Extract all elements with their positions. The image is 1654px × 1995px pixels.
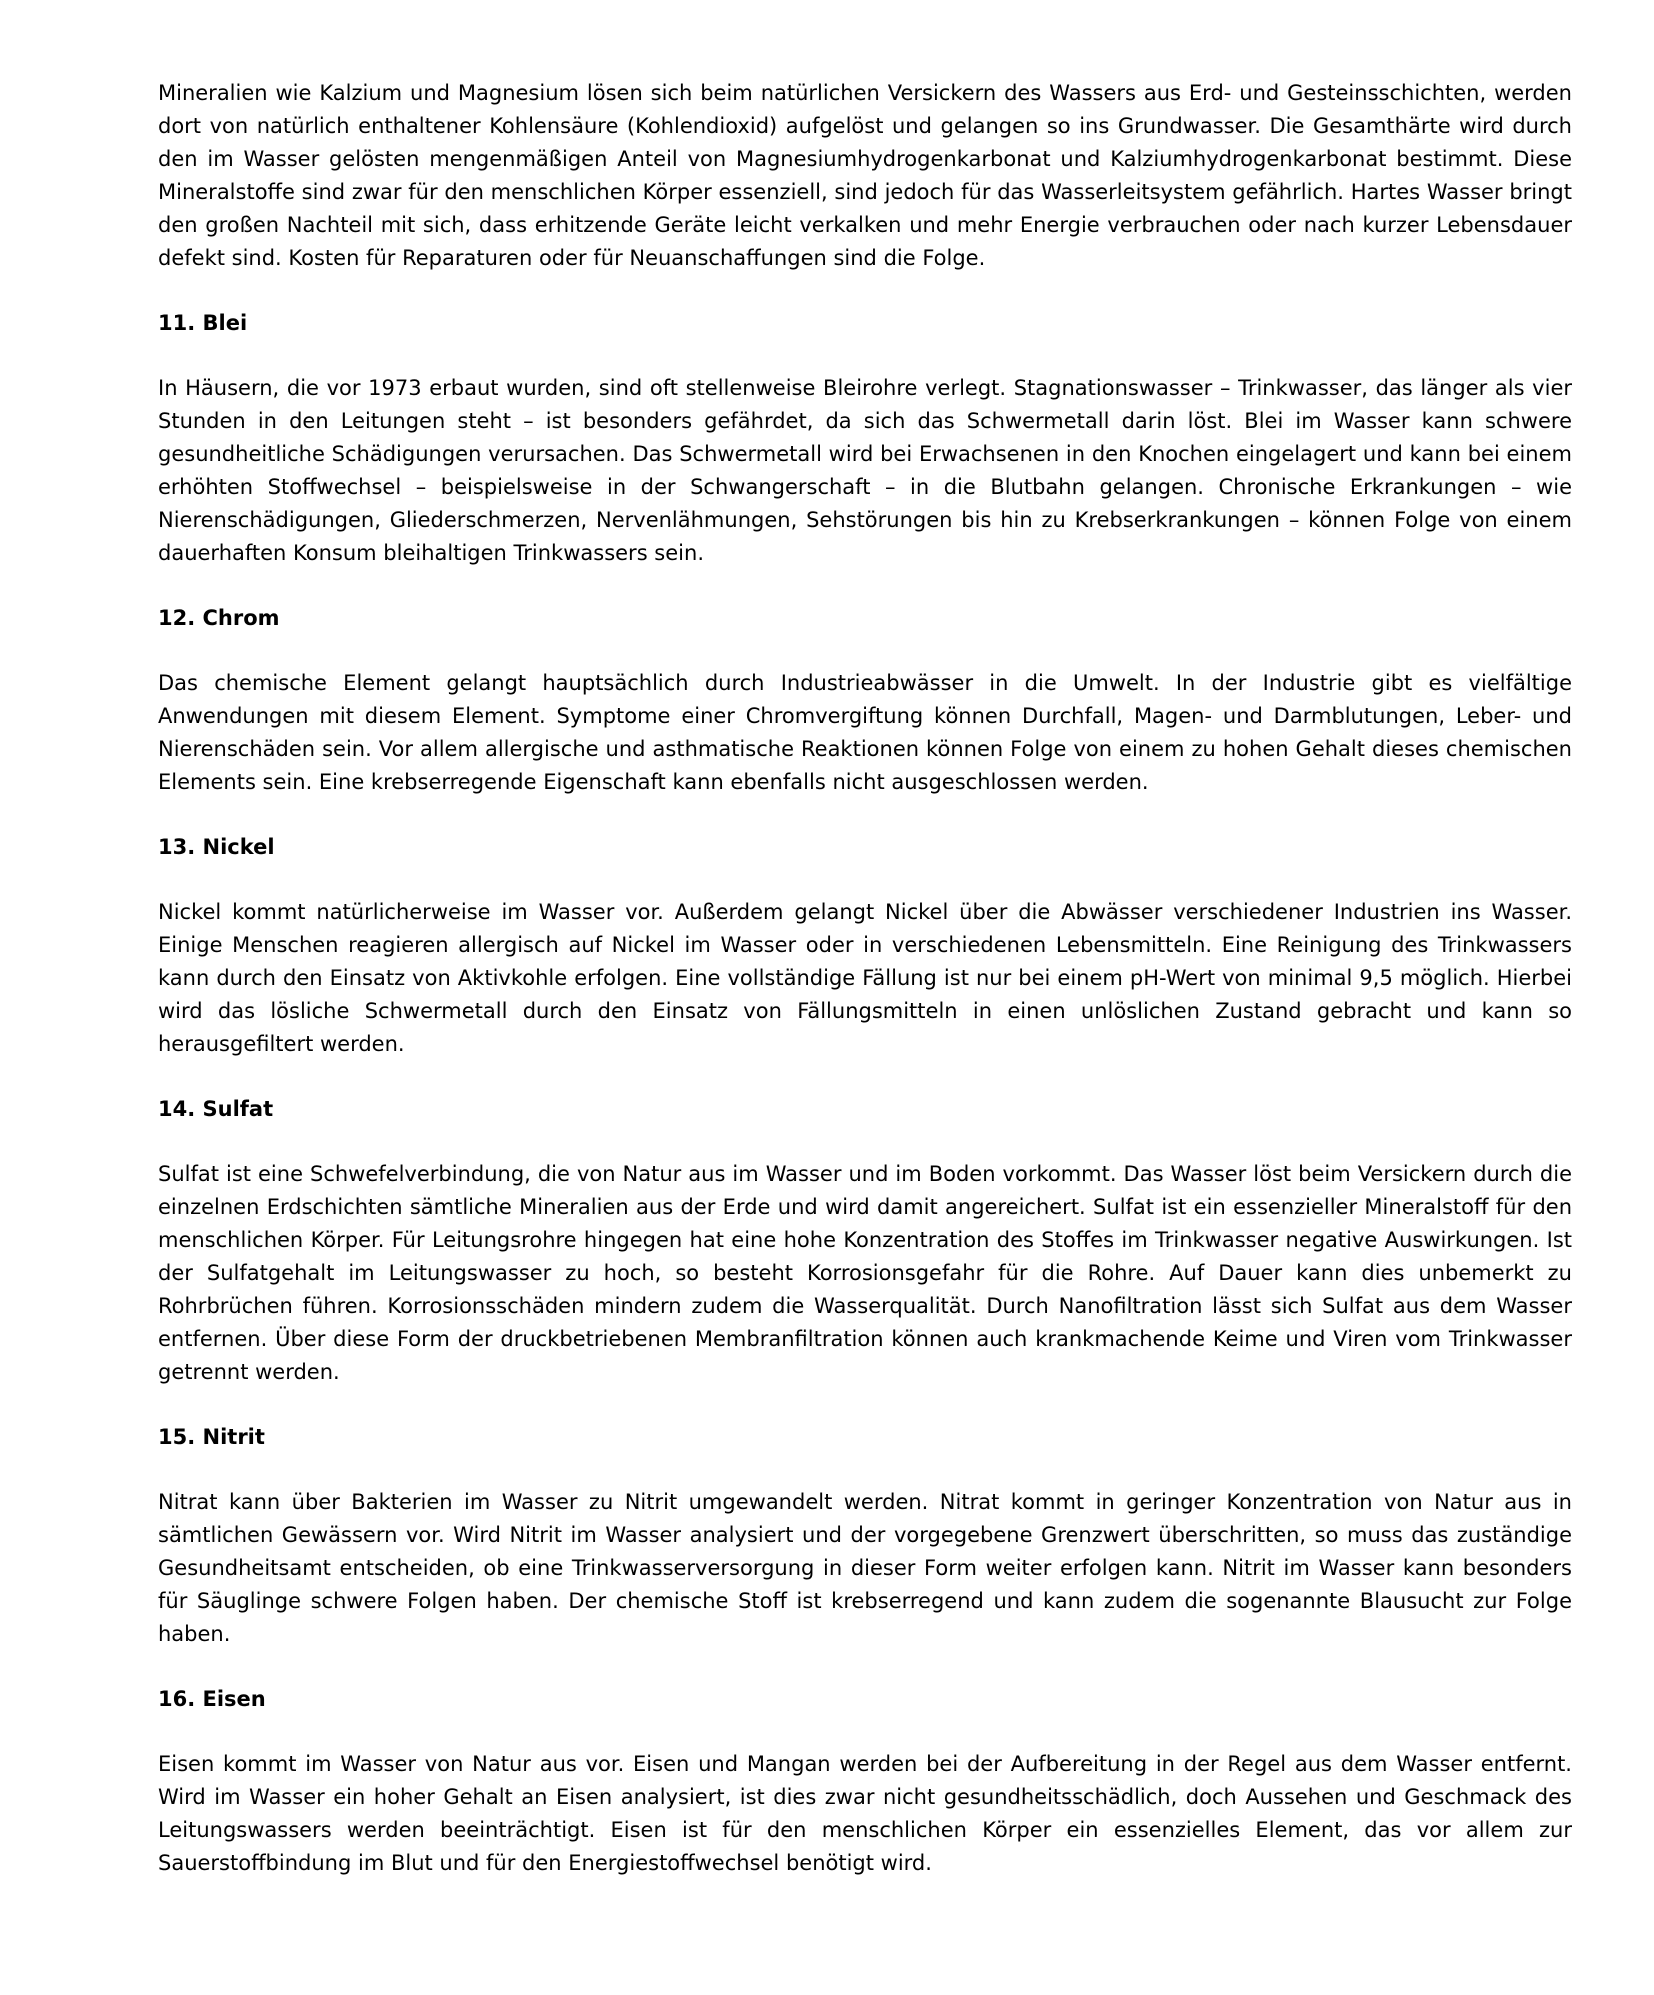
- section-heading-chrom: 12. Chrom: [158, 606, 280, 630]
- section-heading-blei: 11. Blei: [158, 311, 248, 335]
- section-heading-sulfat: 14. Sulfat: [158, 1097, 274, 1121]
- section-text-chrom: Das chemische Element gelangt hauptsächlich durch Industrieabwässer in die Umwelt. In der Industrie gibt es vielfältige Anwendungen mit diesem Element. Symptome einer Chromvergiftung können Durchfall, Magen- und Darmblutungen, Leber- und Nierenschäden sein. Vor allem allergische und asthmatische Reaktionen können Folge von einem zu hohen Gehalt dieses chemischen Elements sein. Eine krebserregende Eigenschaft kann ebenfalls nicht ausgeschlossen werden.: [158, 671, 1572, 794]
- document-page: [158, 77, 1572, 1912]
- section-heading-eisen: 16. Eisen: [158, 1687, 266, 1711]
- section-text-blei: In Häusern, die vor 1973 erbaut wurden, sind oft stellenweise Bleirohre verlegt. Stagnationswasser – Trinkwasser, das länger als vier Stunden in den Leitungen steht – ist besonders gefährdet, da sich das Schwermetall darin löst. Blei im Wasser kann schwere gesundheitliche Schädigungen verursachen. Das Schwermetall wird bei Erwachsenen in den Knochen eingelagert und kann bei einem erhöhten Stoffwechsel – beispielsweise in der Schwangerschaft – in die Blutbahn gelangen. Chronische Erkrankungen – wie Nierenschädigungen, Gliederschmerzen, Nervenlähmungen, Sehstörungen bis hin zu Krebserkrankungen – können Folge von einem dauerhaften Konsum bleihaltigen Trinkwassers sein.: [158, 376, 1572, 565]
- section-text-sulfat: Sulfat ist eine Schwefelverbindung, die von Natur aus im Wasser und im Boden vorkommt. Das Wasser löst beim Versickern durch die einzelnen Erdschichten sämtliche Mineralien aus der Erde und wird damit angereichert. Sulfat ist ein essenzieller Mineralstoff für den menschlichen Körper. Für Leitungsrohre hingegen hat eine hohe Konzentration des Stoffes im Trinkwasser negative Auswirkungen. Ist der Sulfatgehalt im Leitungswasser zu hoch, so besteht Korrosionsgefahr für die Rohre. Auf Dauer kann dies unbemerkt zu Rohrbrüchen führen. Korrosionsschäden mindern zudem die Wasserqualität. Durch Nanofiltration lässt sich Sulfat aus dem Wasser entfernen. Über diese Form der druckbetriebenen Membranfiltration können auch krankmachende Keime und Viren vom Trinkwasser getrennt werden.: [158, 1162, 1572, 1384]
- section-heading-nitrit: 15. Nitrit: [158, 1425, 265, 1449]
- section-text-eisen: Eisen kommt im Wasser von Natur aus vor. Eisen und Mangan werden bei der Aufbereitung in der Regel aus dem Wasser entfernt. Wird im Wasser ein hoher Gehalt an Eisen analysiert, ist dies zwar nicht gesundheitsschädlich, doch Aussehen und Geschmack des Leitungswassers werden beeinträchtigt. Eisen ist für den menschlichen Körper ein essenzielles Element, das vor allem zur Sauerstoffbindung im Blut und für den Energiestoffwechsel benötigt wird.: [158, 1752, 1572, 1875]
- section-text-nitrit: Nitrat kann über Bakterien im Wasser zu Nitrit umgewandelt werden. Nitrat kommt in geringer Konzentration von Natur aus in sämtlichen Gewässern vor. Wird Nitrit im Wasser analysiert und der vorgegebene Grenzwert überschritten, so muss das zuständige Gesundheitsamt entscheiden, ob eine Trinkwasserversorgung in dieser Form weiter erfolgen kann. Nitrit im Wasser kann besonders für Säuglinge schwere Folgen haben. Der chemische Stoff ist krebserregend und kann zudem die sogenannte Blausucht zur Folge haben.: [158, 1490, 1572, 1646]
- section-heading-nickel: 13. Nickel: [158, 835, 275, 859]
- intro-paragraph: Mineralien wie Kalzium und Magnesium lösen sich beim natürlichen Versickern des Wassers aus Erd- und Gesteinsschichten, werden dort von natürlich enthaltener Kohlensäure (Kohlendioxid) aufgelöst und gelangen so ins Grundwasser. Die Gesamthärte wird durch den im Wasser gelösten mengenmäßigen Anteil von Magnesiumhydrogenkarbonat und Kalziumhydrogenkarbonat bestimmt. Diese Mineralstoffe sind zwar für den menschlichen Körper essenziell, sind jedoch für das Wasserleitsystem gefährlich. Hartes Wasser bringt den großen Nachteil mit sich, dass erhitzende Geräte leicht verkalken und mehr Energie verbrauchen oder nach kurzer Lebensdauer defekt sind. Kosten für Reparaturen oder für Neuanschaffungen sind die Folge.: [158, 81, 1572, 270]
- section-text-nickel: Nickel kommt natürlicherweise im Wasser vor. Außerdem gelangt Nickel über die Abwässer verschiedener Industrien ins Wasser. Einige Menschen reagieren allergisch auf Nickel im Wasser oder in verschiedenen Lebensmitteln. Eine Reinigung des Trinkwassers kann durch den Einsatz von Aktivkohle erfolgen. Eine vollständige Fällung ist nur bei einem pH-Wert von minimal 9,5 möglich. Hierbei wird das lösliche Schwermetall durch den Einsatz von Fällungsmitteln in einen unlöslichen Zustand gebracht und kann so herausgefiltert werden.: [158, 900, 1572, 1056]
